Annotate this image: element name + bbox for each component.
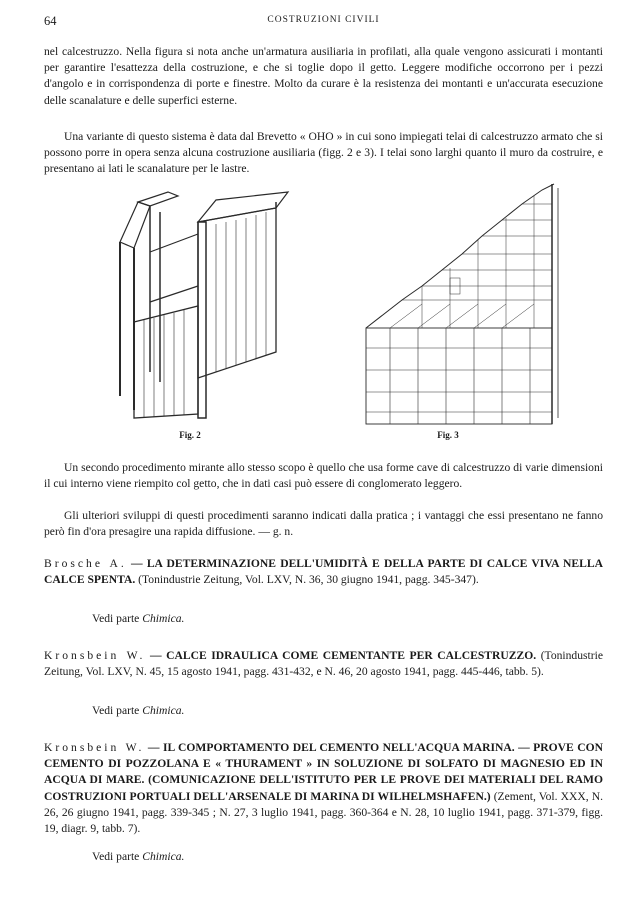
entry-source: (Tonindustrie Zeitung, Vol. LXV, N. 36, 30 giugno 1941, pagg. 345-347). xyxy=(138,573,479,587)
figure-3 xyxy=(362,178,562,428)
figure-2-drawing xyxy=(98,182,298,426)
entry-source: (Tonindustrie Zeitung, Vol. LXV, N. 45, 15 agosto 1941, pagg. 431-432, e N. 46, 20 agosto 1941, pagg. 445-446, tabb. 5). xyxy=(44,649,603,679)
bibliography-entry-1 xyxy=(44,556,603,588)
see-ref: Chimica. xyxy=(142,612,185,625)
entry-title: — IL COMPORTAMENTO DEL CEMENTO NELL'ACQUA MARINA. — PROVE CON CEMENTO DI POZZOLANA E « THURAMENT » IN SOLUZIONE DI SOLFATO DI MAGNESIO ED IN ACQUA DI MARE. (COMUNICAZIONE DELL'ISTITUTO PER LE PROVE DEI MATERIALI DEL RAMO COSTRUZIONI PORTUALI DELL'ARSENALE DI MARINA DI WILHELMSHAFEN.) xyxy=(44,741,604,803)
see-prefix: Vedi parte xyxy=(92,704,140,717)
see-prefix: Vedi parte xyxy=(92,612,140,625)
page-header xyxy=(44,14,603,30)
paragraph-1: nel calcestruzzo. Nella figura si nota anche un'armatura ausiliaria in profilati, alla quale vengono assicurati i montanti per garantire l'esattezza della costruzione, e che si toglie dopo il getto. Leggere modifiche occorrono per i pezzi d'angolo e in corrispondenza di porte e finestre. Molto da curare è la resistenza dei montanti e un'accurata esecuzione delle scanalature e delle superfici esterne. xyxy=(44,45,603,107)
entry-source: (Zement, Vol. XXX, N. 26, 26 giugno 1941, pagg. 339-345 ; N. 27, 3 luglio 1941, pagg. 360-364 e N. 28, 10 luglio 1941, pagg. 371-379, figg. 19, diagr. 9, tabb. 7). xyxy=(44,789,603,836)
see-prefix: Vedi parte xyxy=(92,850,140,863)
figure-3-caption: Fig. 3 xyxy=(437,430,459,440)
paragraph-2: Una variante di questo sistema è data dal Brevetto « OHO » in cui sono impiegati telai di calcestruzzo armato che si possono porre in opera senza alcuna costruzione ausiliaria (figg. 2 e 3). I telai sono larghi quanto il muro da costruire, e presentano ai lati le scanalature per le lastre. xyxy=(44,130,603,176)
see-ref: Chimica. xyxy=(142,704,185,717)
see-reference-3 xyxy=(92,850,184,863)
bibliography-entry-3 xyxy=(44,740,603,837)
figure-2-caption: Fig. 2 xyxy=(179,430,201,440)
page-number: 64 xyxy=(44,14,57,28)
entry-author: Brosche A. xyxy=(44,557,127,570)
figure-2 xyxy=(98,182,298,426)
see-reference-1 xyxy=(92,612,184,625)
see-ref: Chimica. xyxy=(142,850,185,863)
see-reference-2 xyxy=(92,704,184,717)
running-title: COSTRUZIONI CIVILI xyxy=(267,15,380,25)
figure-3-drawing xyxy=(362,178,562,428)
entry-title: — LA DETERMINAZIONE DELL'UMIDITÀ E DELLA PARTE DI CALCE VIVA NELLA CALCE SPENTA. xyxy=(44,557,603,587)
entry-title: — CALCE IDRAULICA COME CEMENTANTE PER CALCESTRUZZO. xyxy=(149,649,537,662)
bibliography-entry-2 xyxy=(44,648,603,680)
paragraph-4: Gli ulteriori sviluppi di questi procedimenti saranno indicati dalla pratica ; i vantaggi che essi presentano ne fanno però fin d'ora presagire una rapida diffusione. — g. n. xyxy=(44,509,603,539)
entry-author: Kronsbein W. xyxy=(44,741,145,754)
entry-author: Kronsbein W. xyxy=(44,649,146,662)
paragraph-3: Un secondo procedimento mirante allo stesso scopo è quello che usa forme cave di calcestruzzo di varie dimensioni il cui interno viene riempito col getto, che in dati casi può essere di conglomerato leggero. xyxy=(44,461,603,491)
